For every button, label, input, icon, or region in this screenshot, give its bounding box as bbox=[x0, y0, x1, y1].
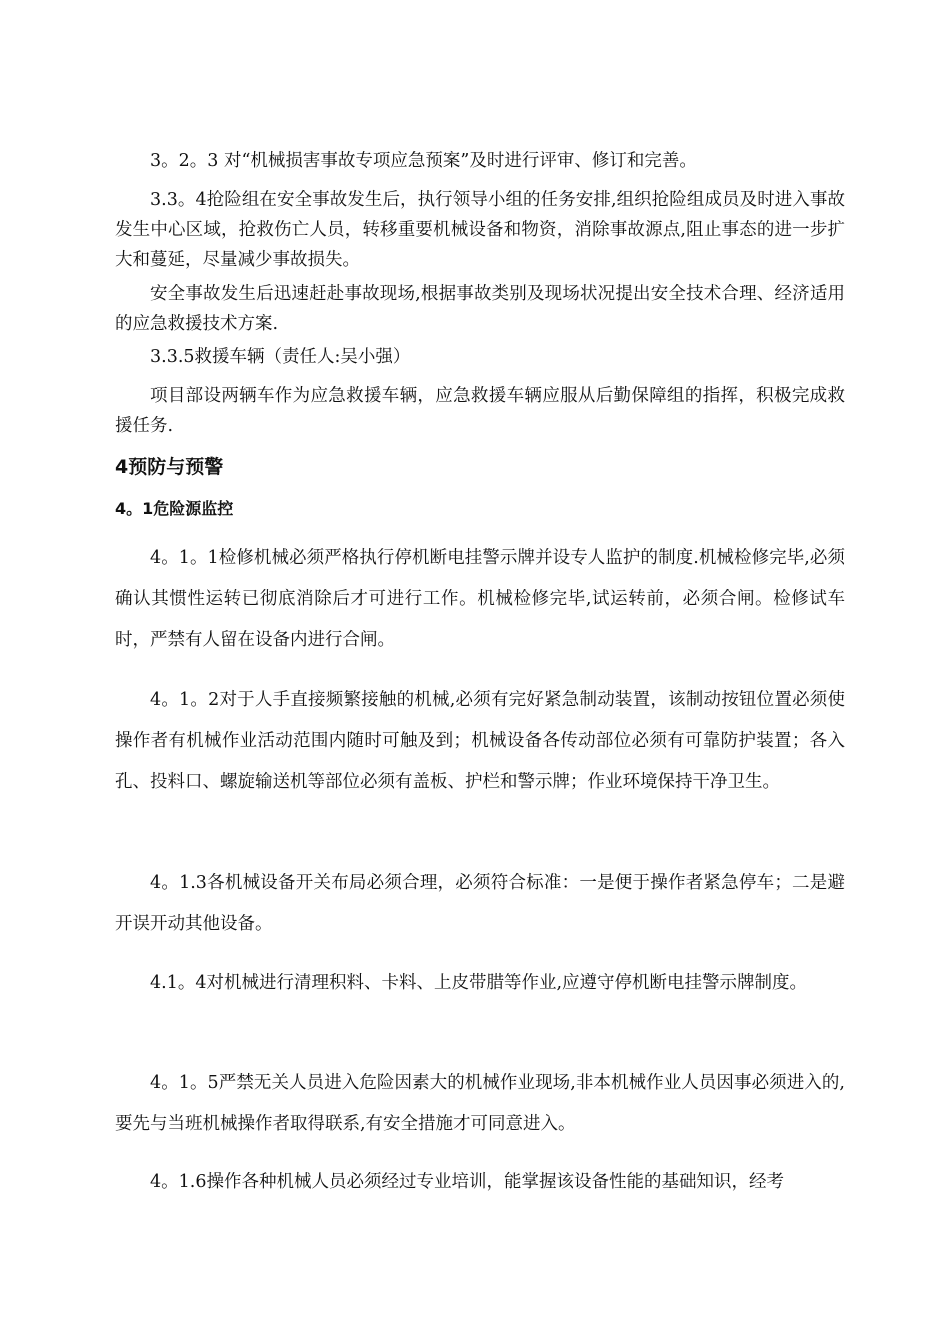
paragraph-3-3-4: 3.3。4抢险组在安全事故发生后，执行领导小组的任务安排,组织抢险组成员及时进入事故发生中心区域，抢救伤亡人员，转移重要机械设备和物资，消除事故源点,阻止事态的进一步扩大和蔓延，尽量减少事故损失。 bbox=[115, 190, 845, 270]
paragraph-4-1-5: 4。1。5严禁无关人员进入危险因素大的机械作业现场,非本机械作业人员因事必须进入的,要先与当班机械操作者取得联系,有安全措施才可同意进入。 bbox=[115, 1073, 845, 1134]
paragraph-4-1-6: 4。1.6操作各种机械人员必须经过专业培训，能掌握该设备性能的基础知识，经考 bbox=[150, 1172, 784, 1192]
paragraph-4-1-3: 4。1.3各机械设备开关布局必须合理，必须符合标准：一是便于操作者紧急停车；二是避开误开动其他设备。 bbox=[115, 873, 845, 934]
paragraph-3-3-5: 3.3.5救援车辆（责任人:吴小强） bbox=[150, 347, 411, 367]
paragraph-3-2-3: 3。2。3 对“机械损害事故专项应急预案”及时进行评审、修订和完善。 bbox=[150, 151, 697, 171]
paragraph-4-1-4: 4.1。4对机械进行清理积料、卡料、上皮带腊等作业,应遵守停机断电挂警示牌制度。 bbox=[150, 973, 808, 993]
paragraph-rescue-plan: 安全事故发生后迅速赶赴事故现场,根据事故类别及现场状况提出安全技术合理、经济适用的应急救援技术方案. bbox=[115, 284, 845, 334]
subsection-title: 4。1危险源监控 bbox=[115, 499, 234, 518]
section-title: 4预防与预警 bbox=[115, 456, 224, 478]
paragraph-rescue-vehicles: 项目部设两辆车作为应急救援车辆，应急救援车辆应服从后勤保障组的指挥，积极完成救援任务. bbox=[115, 386, 845, 436]
paragraph-4-1-2: 4。1。2对于人手直接频繁接触的机械,必须有完好紧急制动装置，该制动按钮位置必须使操作者有机械作业活动范围内随时可触及到；机械设备各传动部位必须有可靠防护装置；各入孔、投料口、螺旋输送机等部位必须有盖板、护栏和警示牌；作业环境保持干净卫生。 bbox=[115, 690, 845, 792]
paragraph-4-1-1: 4。1。1检修机械必须严格执行停机断电挂警示牌并设专人监护的制度.机械检修完毕,必须确认其惯性运转已彻底消除后才可进行工作。机械检修完毕,试运转前，必须合闸。检修试车时，严禁有人留在设备内进行合闸。 bbox=[115, 548, 845, 650]
